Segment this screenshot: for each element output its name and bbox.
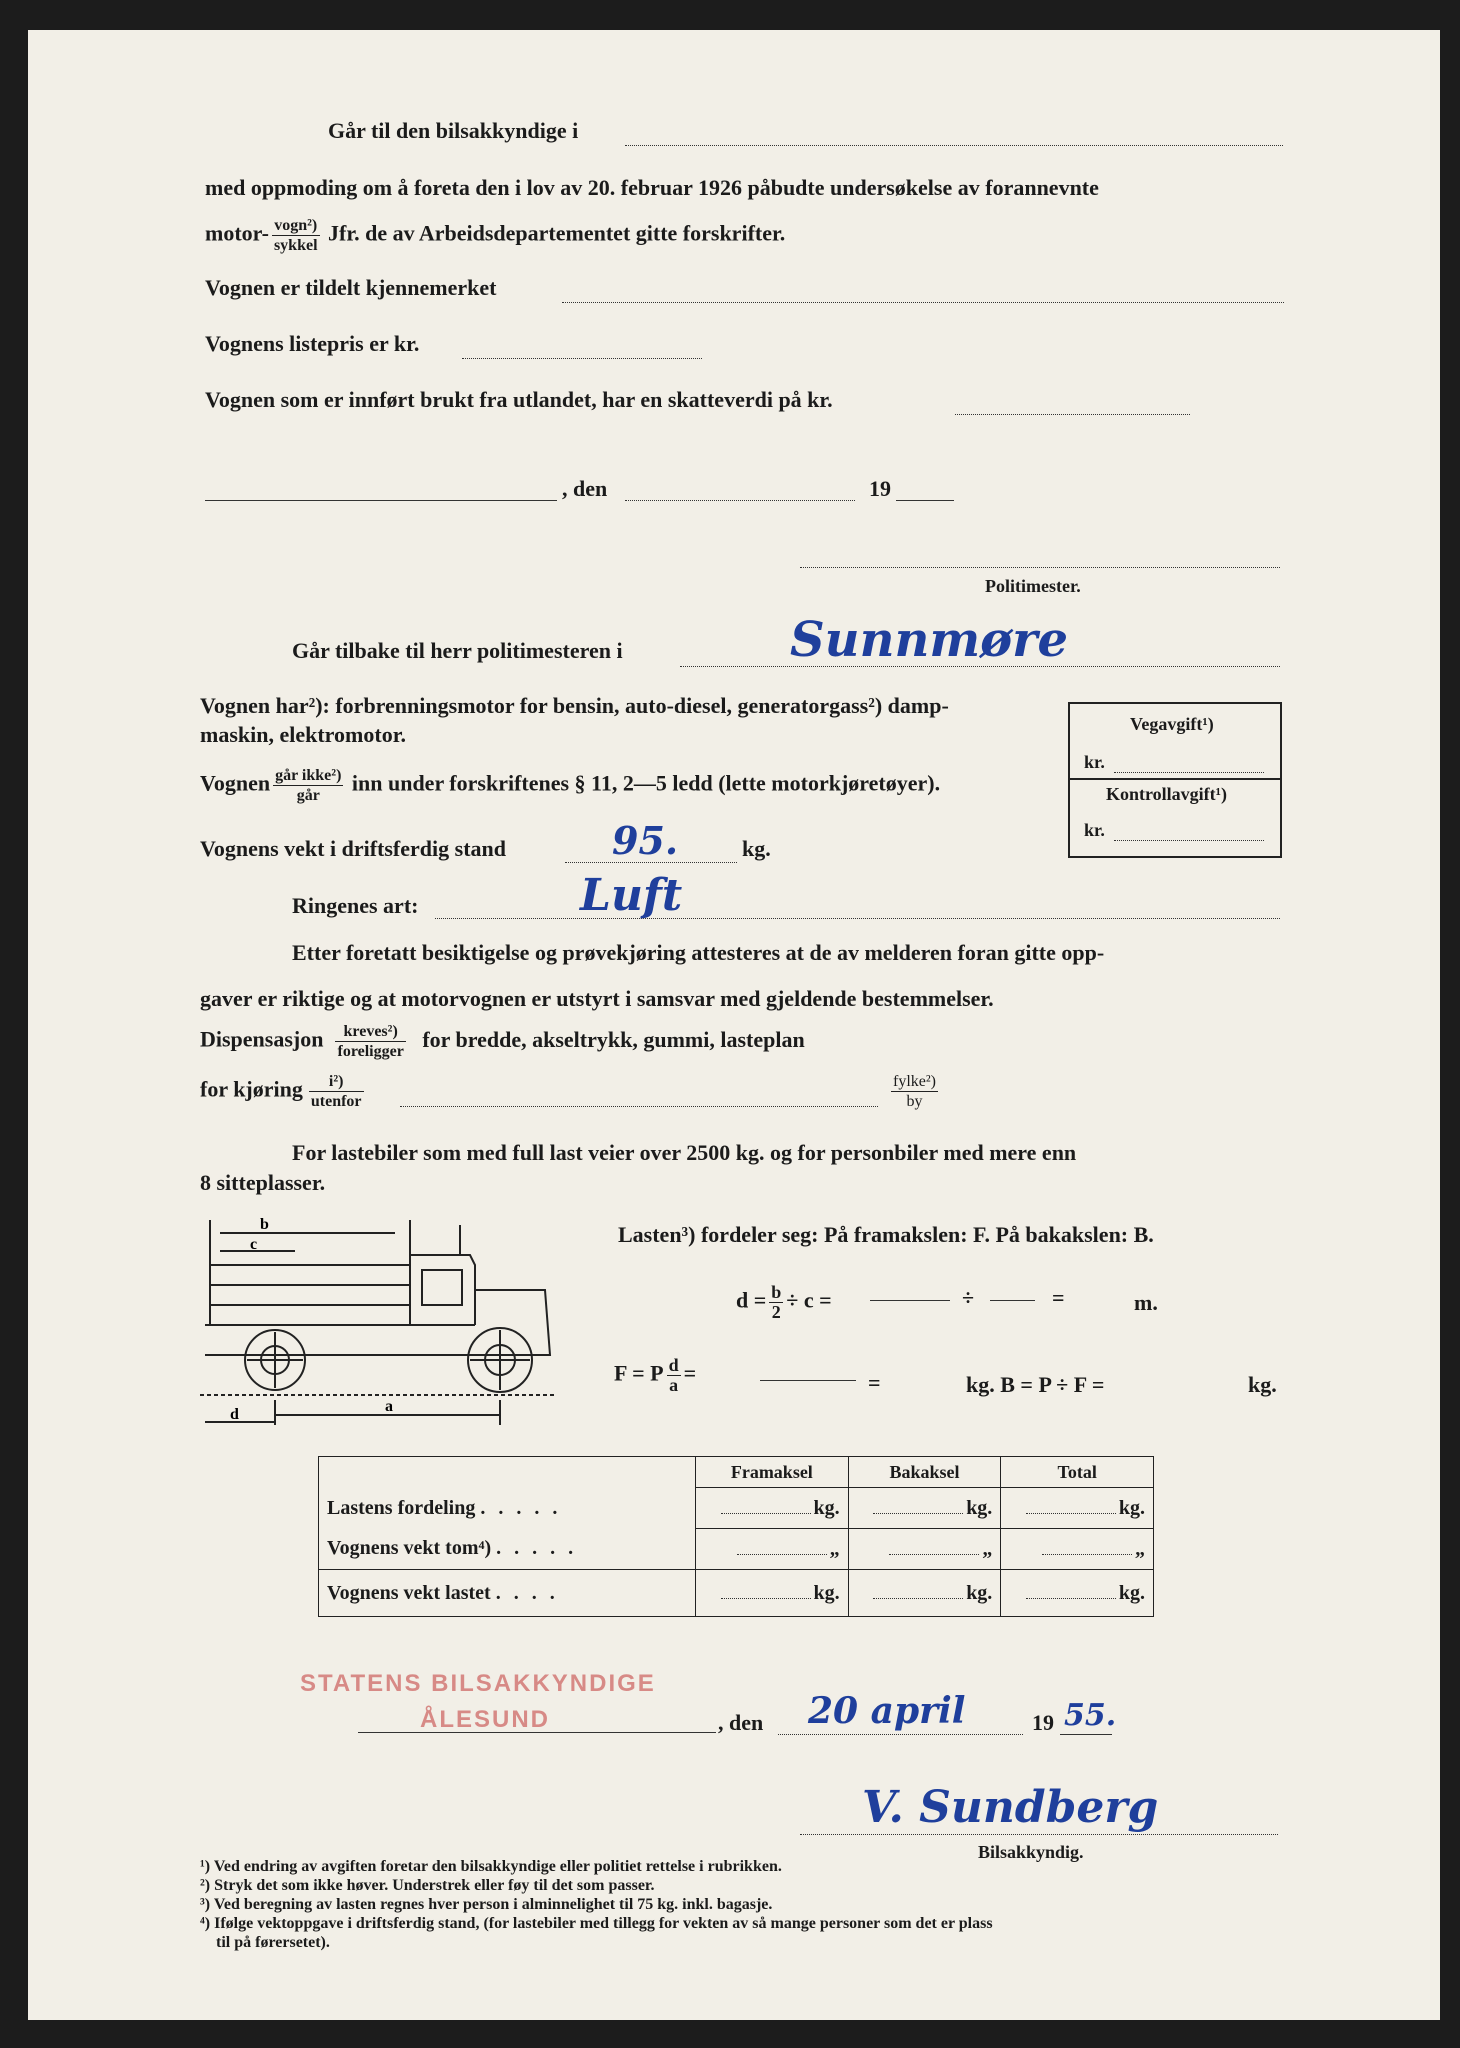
request-text: med oppmoding om å foreta den i lov av 20. februar 1926 påbudte undersøkelse av forannevnte bbox=[205, 175, 1099, 200]
table-row bbox=[319, 1570, 1154, 1617]
load-distribution: Lasten³) fordeler seg: På framakslen: F. På bakakslen: B. bbox=[618, 1222, 1154, 1247]
row-label-empty bbox=[319, 1529, 696, 1570]
formula-f-fraction bbox=[667, 1356, 681, 1395]
footnote-1: ¹) Ved endring av avgiften foretar den bilsakkyndige eller politiet rettelse i rubrikken. bbox=[200, 1858, 782, 1875]
footnote-3: ³) Ved beregning av lasten regnes hver person i alminnelighet til 75 kg. inkl. bagasje. bbox=[200, 1896, 773, 1913]
fee-box bbox=[1068, 702, 1282, 858]
cell-empty-front[interactable] bbox=[696, 1529, 849, 1570]
year-label-1: 19 bbox=[869, 476, 891, 501]
official-stamp-line-1: STATENS BILSAKKYNDIGE bbox=[300, 1670, 656, 1697]
engine-line-2: maskin, elektromotor. bbox=[200, 722, 406, 747]
row-dots: . . . . . bbox=[496, 1537, 578, 1560]
dispensation-line bbox=[200, 1022, 805, 1061]
cell-loaded-total[interactable] bbox=[1001, 1570, 1154, 1617]
formula-f-prefix: F = P bbox=[614, 1360, 664, 1386]
year-field-2[interactable] bbox=[1060, 1734, 1112, 1735]
table-row bbox=[319, 1529, 1154, 1570]
header-total: Total bbox=[1001, 1457, 1154, 1488]
weight-unit: kg. bbox=[742, 836, 771, 861]
inspector-signature-line[interactable] bbox=[800, 1834, 1278, 1835]
light-frac-bottom: går bbox=[296, 787, 320, 804]
disp-prefix: Dispensasjon bbox=[200, 1026, 324, 1052]
cell-load-front[interactable] bbox=[696, 1488, 849, 1529]
formula-f bbox=[614, 1356, 696, 1395]
truck-cab bbox=[410, 1255, 475, 1325]
light-prefix: Vognen bbox=[200, 770, 271, 796]
drive-area-field[interactable] bbox=[400, 1106, 878, 1107]
engine-line-1: Vognen har²): forbrenningsmotor for bensin, auto-diesel, generatorgass²) damp- bbox=[200, 693, 949, 718]
table-row bbox=[319, 1488, 1154, 1529]
date-den-label-2: , den bbox=[718, 1710, 764, 1735]
destination-label: Går til den bilsakkyndige i bbox=[328, 118, 579, 143]
road-fee-field[interactable] bbox=[1114, 772, 1264, 773]
formula-f-frac-bottom: a bbox=[669, 1375, 679, 1395]
formula-d-frac-top: b bbox=[771, 1282, 782, 1302]
footnote-2: ²) Stryk det som ikke høver. Understrek eller føy til det som passer. bbox=[200, 1877, 655, 1894]
weight-label: Vognens vekt i driftsferdig stand bbox=[200, 836, 506, 861]
motor-prefix: motor- bbox=[205, 220, 269, 246]
formula-d-unit: m. bbox=[1134, 1290, 1158, 1315]
tyres-field[interactable] bbox=[435, 918, 1280, 919]
row-label-text: Vognens vekt lastet bbox=[327, 1581, 491, 1604]
vehicle-type-top: vogn²) bbox=[272, 216, 320, 236]
load-table-header bbox=[319, 1457, 1154, 1488]
row-dots: . . . . . bbox=[480, 1496, 562, 1519]
drive-frac2-top: fylke²) bbox=[893, 1073, 936, 1090]
row-label-loaded bbox=[319, 1570, 696, 1617]
light-suffix: inn under forskriftenes § 11, 2—5 ledd (lette motorkjøretøyer). bbox=[351, 770, 941, 796]
table-corner bbox=[319, 1457, 696, 1488]
drive-frac2-bottom: by bbox=[906, 1093, 923, 1110]
row-label-text: Lastens fordeling bbox=[327, 1496, 476, 1519]
truck-hood bbox=[475, 1290, 550, 1355]
place-field-2[interactable] bbox=[358, 1732, 716, 1733]
tax-value-label: Vognen som er innført brukt fra utlandet, har en skatteverdi på kr. bbox=[205, 387, 833, 412]
formula-d-rest: ÷ c = bbox=[786, 1287, 832, 1313]
header-bakaksel: Bakaksel bbox=[848, 1457, 1001, 1488]
control-fee-kr: kr. bbox=[1084, 820, 1105, 840]
tyres-label: Ringenes art: bbox=[292, 893, 419, 918]
formula-f-eq1: = bbox=[683, 1360, 697, 1386]
cell-empty-rear[interactable] bbox=[848, 1529, 1001, 1570]
row-label-text: Vognens vekt tom⁴) bbox=[327, 1537, 492, 1560]
formula-d-eq: = bbox=[1052, 1285, 1065, 1310]
formula-f-unit: kg. bbox=[1248, 1372, 1277, 1397]
formula-d-prefix: d = bbox=[736, 1287, 767, 1313]
cell-unit: „ bbox=[829, 1537, 840, 1560]
date-den-label-1: , den bbox=[562, 476, 608, 501]
tyres-handwriting: Luft bbox=[580, 870, 683, 921]
load-intro-2: 8 sitteplasser. bbox=[200, 1170, 326, 1195]
return-place-handwriting: Sunnmøre bbox=[790, 612, 1068, 668]
drive-frac-bottom: utenfor bbox=[310, 1093, 362, 1110]
light-fraction bbox=[273, 766, 343, 805]
footnote-4-cont: til på førersetet). bbox=[200, 1934, 330, 1951]
header-framaksel: Framaksel bbox=[696, 1457, 849, 1488]
formula-d-field-2[interactable] bbox=[990, 1300, 1035, 1301]
vehicle-type-fraction bbox=[272, 216, 320, 255]
cell-unit: kg. bbox=[966, 1496, 993, 1519]
control-fee-label: Kontrollavgift¹) bbox=[1106, 784, 1228, 804]
formula-d-minus: ÷ bbox=[962, 1285, 975, 1310]
formula-f-eq2: = bbox=[868, 1370, 881, 1395]
inspector-signature-handwriting: V. Sundberg bbox=[862, 1782, 1159, 1833]
attest-line-2: gaver er riktige og at motorvognen er utstyrt i samsvar med gjeldende bestemmelser. bbox=[200, 986, 994, 1011]
road-fee-label: Vegavgift¹) bbox=[1130, 714, 1214, 734]
cell-unit: kg. bbox=[813, 1581, 840, 1604]
formula-d-frac-bottom: 2 bbox=[771, 1302, 781, 1322]
diagram-label-b: b bbox=[260, 1216, 269, 1233]
registration-label: Vognen er tildelt kjennemerket bbox=[205, 275, 497, 300]
fee-box-divider bbox=[1070, 778, 1280, 780]
disp-suffix: for bredde, akseltrykk, gummi, lasteplan bbox=[422, 1026, 805, 1052]
disp-frac-bottom: foreligger bbox=[337, 1043, 404, 1060]
cell-unit: „ bbox=[982, 1537, 993, 1560]
row-label-load bbox=[319, 1488, 696, 1529]
year-handwriting: 55. bbox=[1064, 1698, 1117, 1733]
cell-loaded-rear[interactable] bbox=[848, 1570, 1001, 1617]
drive-prefix: for kjøring bbox=[200, 1076, 303, 1102]
drive-fraction bbox=[309, 1072, 364, 1111]
cell-unit: kg. bbox=[1118, 1496, 1145, 1519]
attest-line-1: Etter foretatt besiktigelse og prøvekjøring attesteres at de av melderen foran gitte opp- bbox=[292, 940, 1105, 965]
cell-loaded-front[interactable] bbox=[696, 1570, 849, 1617]
place-field-1[interactable] bbox=[205, 500, 557, 501]
truck-diagram bbox=[200, 1215, 560, 1430]
drive-frac-top: i²) bbox=[309, 1072, 364, 1092]
formula-f-frac-top: d bbox=[668, 1355, 679, 1375]
diagram-label-a: a bbox=[385, 1398, 393, 1415]
date-field-1[interactable] bbox=[625, 500, 855, 501]
disp-fraction bbox=[335, 1022, 405, 1061]
police-signature-label: Politimester. bbox=[985, 576, 1081, 596]
cell-load-rear[interactable] bbox=[848, 1488, 1001, 1529]
vehicle-type-line bbox=[205, 216, 785, 255]
cell-empty-total[interactable] bbox=[1001, 1529, 1154, 1570]
formula-d-field-1[interactable] bbox=[870, 1300, 950, 1301]
light-vehicle-line bbox=[200, 766, 940, 805]
formula-f-field[interactable] bbox=[760, 1380, 856, 1381]
cell-unit: kg. bbox=[966, 1581, 993, 1604]
diagram-label-c: c bbox=[250, 1236, 258, 1253]
police-signature-line[interactable] bbox=[800, 567, 1280, 568]
destination-field[interactable] bbox=[625, 145, 1283, 146]
drive-fraction-2-wrap bbox=[888, 1072, 941, 1111]
row-dots: . . . . bbox=[495, 1581, 559, 1604]
formula-d bbox=[736, 1283, 832, 1322]
return-label: Går tilbake til herr politimesteren i bbox=[292, 638, 623, 663]
tax-value-field[interactable] bbox=[955, 414, 1190, 415]
list-price-label: Vognens listepris er kr. bbox=[205, 331, 420, 356]
road-fee-kr: kr. bbox=[1084, 752, 1105, 772]
cell-unit: kg. bbox=[813, 1496, 840, 1519]
load-intro-1: For lastebiler som med full last veier over 2500 kg. og for personbiler med mere enn bbox=[292, 1140, 1077, 1165]
cell-unit: kg. bbox=[1118, 1581, 1145, 1604]
weight-handwriting: 95. bbox=[612, 818, 679, 863]
vehicle-type-bottom: sykkel bbox=[273, 237, 318, 254]
formula-f-mid: kg. B = P ÷ F = bbox=[966, 1372, 1105, 1397]
cell-unit: „ bbox=[1135, 1537, 1145, 1560]
inspector-signature-label: Bilsakkyndig. bbox=[978, 1842, 1084, 1862]
formula-d-fraction bbox=[769, 1283, 783, 1322]
footnote-4: ⁴) Ifølge vektoppgave i driftsferdig stand, (for lastebiler med tillegg for vekten av så mange personer som det er plass bbox=[200, 1915, 993, 1932]
year-label-2: 19 bbox=[1032, 1710, 1054, 1735]
year-field-1[interactable] bbox=[896, 500, 954, 501]
truck-bed bbox=[210, 1265, 410, 1325]
drive-line bbox=[200, 1072, 367, 1111]
date-field-2[interactable] bbox=[778, 1734, 1023, 1735]
control-fee-field[interactable] bbox=[1114, 840, 1264, 841]
registration-field[interactable] bbox=[562, 302, 1284, 303]
official-stamp-line-2: ÅLESUND bbox=[420, 1706, 551, 1733]
disp-frac-top: kreves²) bbox=[335, 1022, 405, 1042]
list-price-field[interactable] bbox=[462, 358, 702, 359]
date-handwriting: 20 april bbox=[808, 1690, 966, 1732]
regulations-ref: Jfr. de av Arbeidsdepartementet gitte forskrifter. bbox=[328, 220, 786, 246]
diagram-label-d: d bbox=[230, 1406, 239, 1423]
cell-load-total[interactable] bbox=[1001, 1488, 1154, 1529]
light-frac-top: går ikke²) bbox=[275, 767, 342, 784]
drive-fraction-2 bbox=[891, 1072, 938, 1111]
load-table bbox=[318, 1456, 1154, 1617]
